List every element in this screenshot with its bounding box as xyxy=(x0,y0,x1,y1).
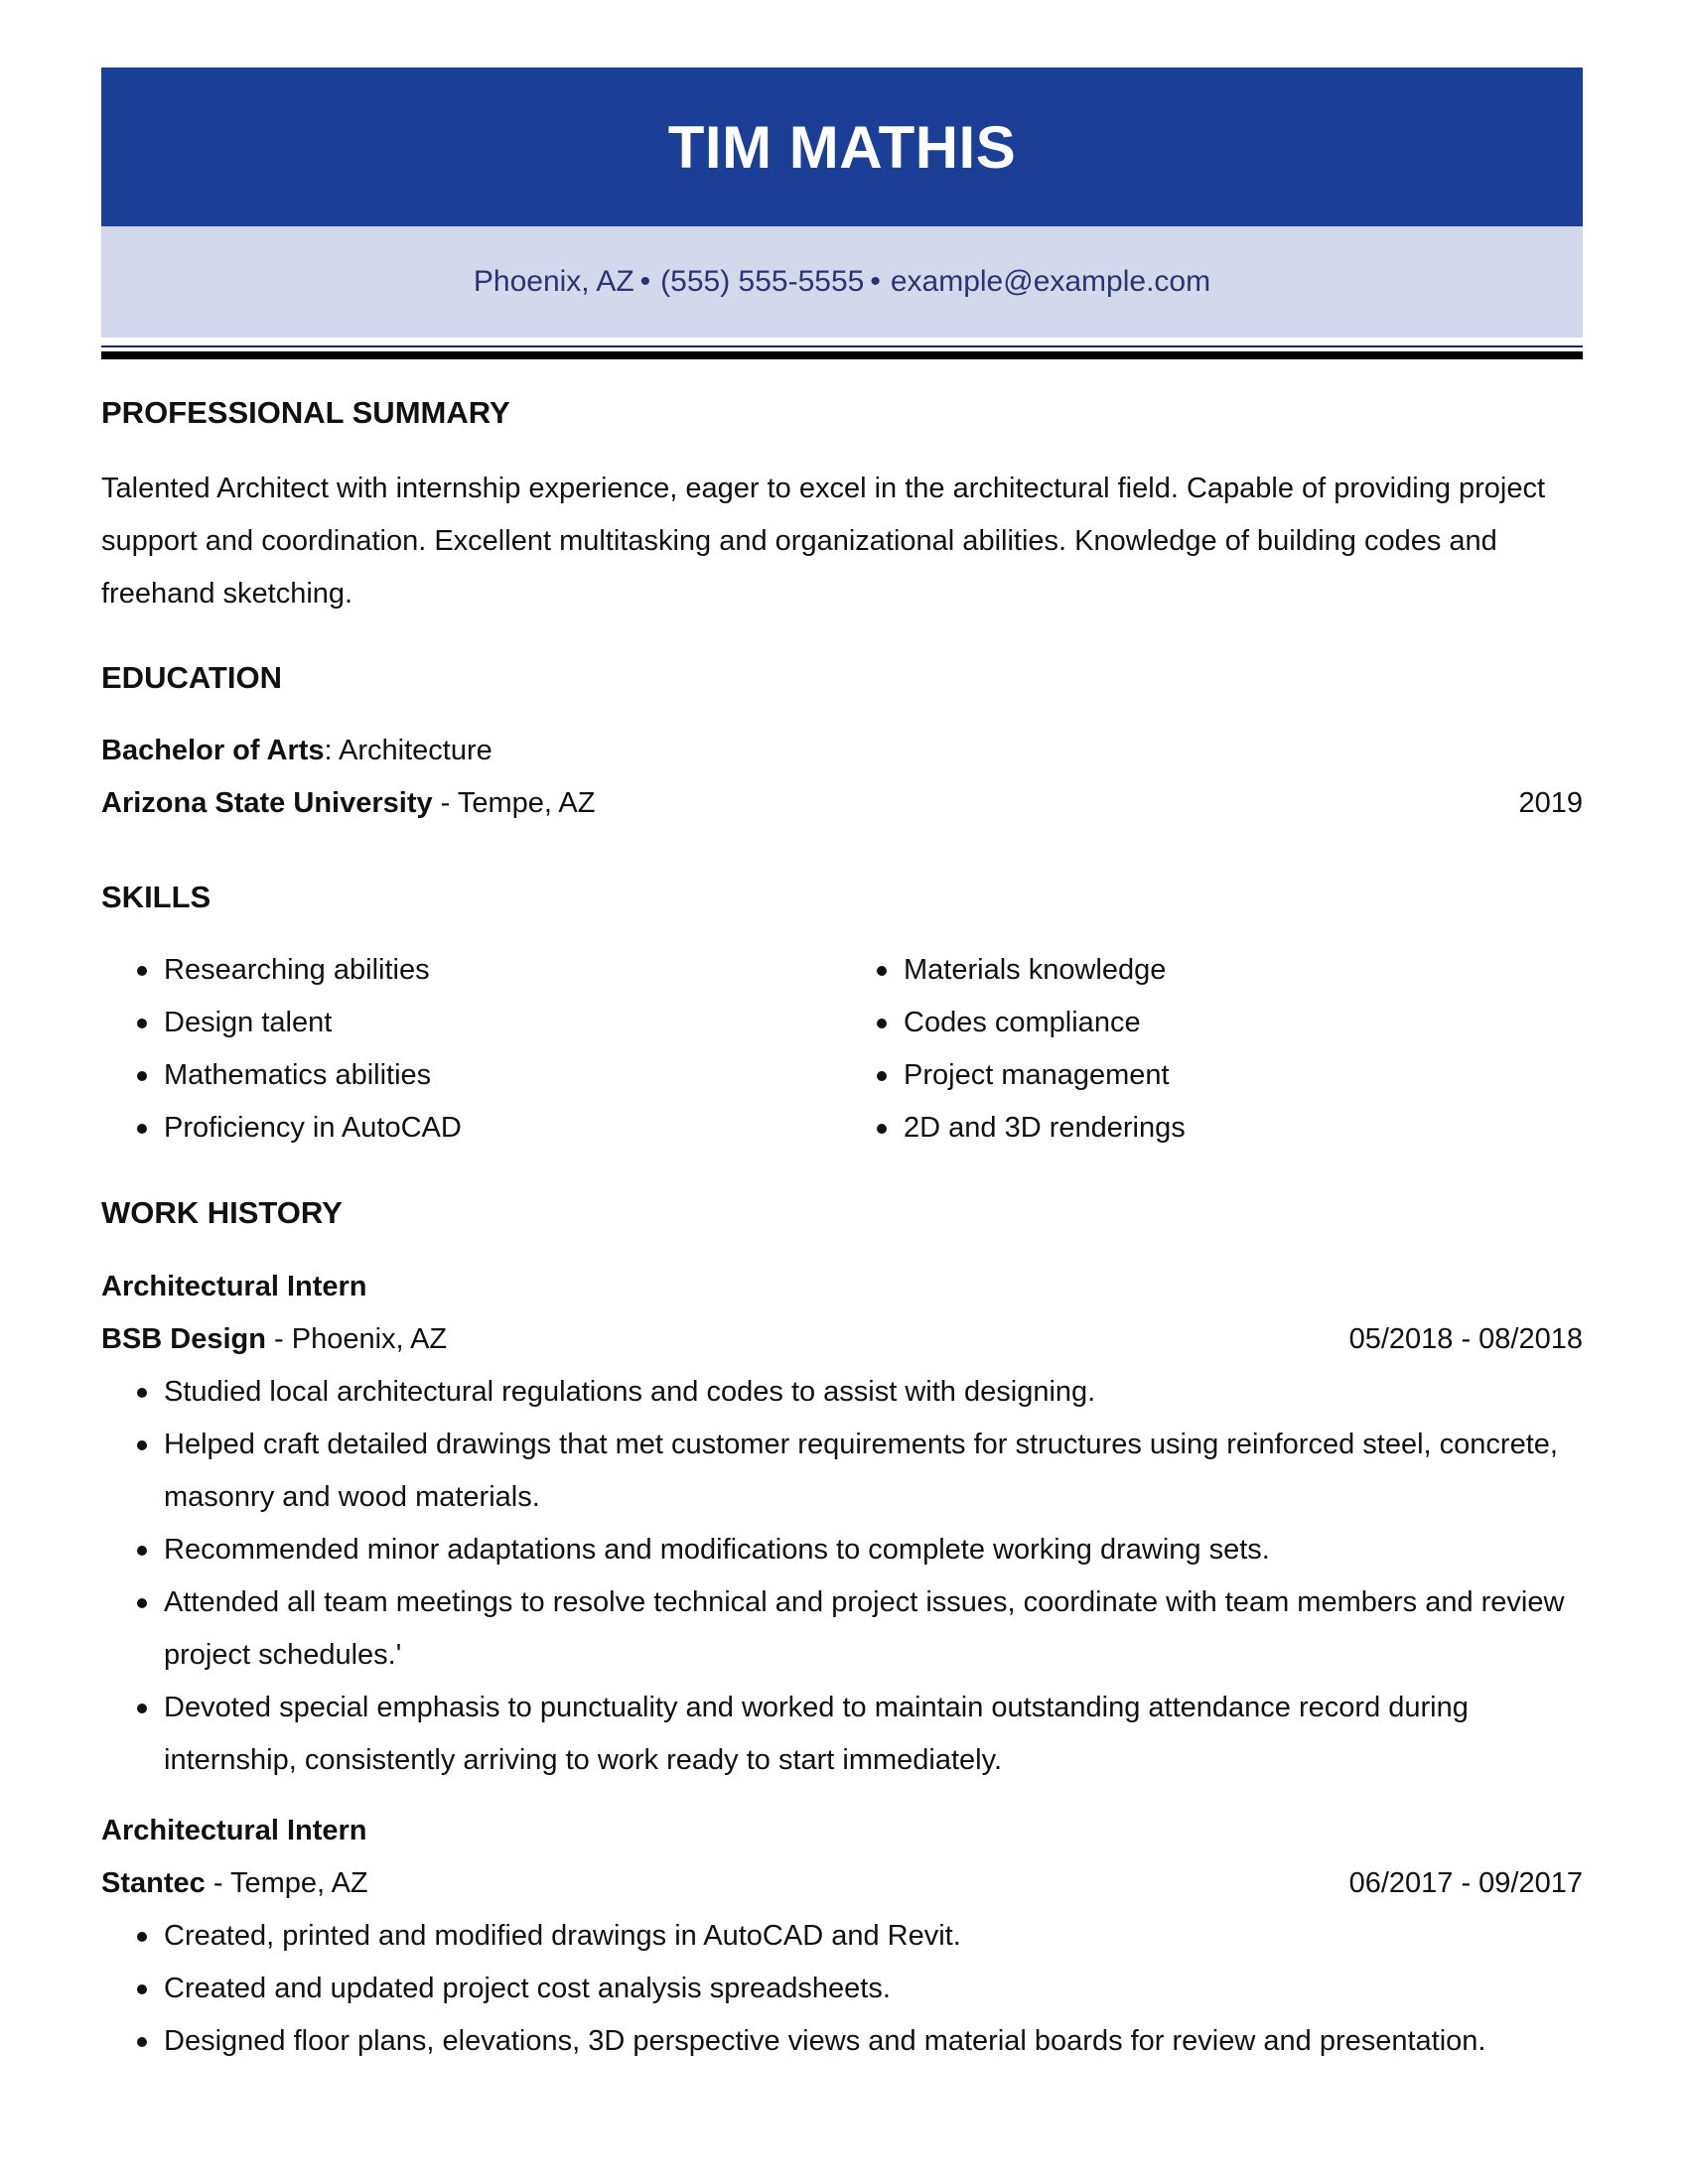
education-field: : Architecture xyxy=(324,735,492,766)
job-bullet: Designed floor plans, elevations, 3D perspective views and material boards for review and presentation. xyxy=(101,2015,1583,2068)
education-school-location: - Tempe, AZ xyxy=(432,787,596,819)
job-bullets xyxy=(101,1910,1583,2068)
skill-item: Codes compliance xyxy=(841,997,1576,1049)
job-bullet: Helped craft detailed drawings that met customer requirements for structures using reinforced steel, concrete, masonry and wood materials. xyxy=(101,1419,1583,1524)
summary-heading: PROFESSIONAL SUMMARY xyxy=(101,395,510,430)
job-bullet: Created, printed and modified drawings in AutoCAD and Revit. xyxy=(101,1910,1583,1963)
skills-list-right xyxy=(841,944,1576,1155)
job-title xyxy=(101,1261,1583,1313)
job-company: BSB Design xyxy=(101,1323,266,1355)
skill-item: Researching abilities xyxy=(101,944,796,997)
contact-location: Phoenix, AZ xyxy=(473,265,634,298)
job-company-row xyxy=(101,1857,1583,1910)
contact-separator: • xyxy=(639,265,651,298)
candidate-name: TIM MATHIS xyxy=(667,113,1017,181)
education-school: Arizona State University xyxy=(101,787,433,819)
contact-email: example@example.com xyxy=(890,265,1211,298)
education-degree: Bachelor of Arts xyxy=(101,735,325,766)
skill-item: Project management xyxy=(841,1049,1576,1102)
resume-page xyxy=(101,68,1583,2057)
header-divider-thick xyxy=(101,351,1583,359)
job-role: Architectural Intern xyxy=(101,1271,367,1302)
job-bullet: Devoted special emphasis to punctuality and worked to maintain outstanding attendance record during internship, consistently arriving to work ready to start immediately. xyxy=(101,1682,1583,1787)
job-bullet: Created and updated project cost analysis spreadsheets. xyxy=(101,1963,1583,2015)
skills-list-left xyxy=(101,944,796,1155)
skill-item: 2D and 3D renderings xyxy=(841,1102,1576,1155)
education-degree-row xyxy=(101,725,1583,777)
education-heading: EDUCATION xyxy=(101,660,282,695)
job-bullet: Attended all team meetings to resolve technical and project issues, coordinate with team members and review project schedules.' xyxy=(101,1576,1583,1682)
job-title xyxy=(101,1805,1583,1857)
skills-heading: SKILLS xyxy=(101,880,211,914)
job-bullet: Recommended minor adaptations and modifications to complete working drawing sets. xyxy=(101,1524,1583,1576)
job-bullet: Studied local architectural regulations and codes to assist with designing. xyxy=(101,1366,1583,1419)
skill-item: Mathematics abilities xyxy=(101,1049,796,1102)
contact-bar xyxy=(101,226,1583,338)
job-company-row xyxy=(101,1313,1583,1366)
name-banner xyxy=(101,68,1583,226)
work-heading: WORK HISTORY xyxy=(101,1195,343,1230)
job-location: - Tempe, AZ xyxy=(205,1867,368,1899)
job-bullets xyxy=(101,1366,1583,1787)
job-dates: 06/2017 - 09/2017 xyxy=(1348,1867,1583,1899)
job-location: - Phoenix, AZ xyxy=(265,1323,448,1355)
job-role: Architectural Intern xyxy=(101,1815,367,1846)
job-dates: 05/2018 - 08/2018 xyxy=(1348,1323,1583,1355)
education-school-row xyxy=(101,777,1583,830)
skill-item: Proficiency in AutoCAD xyxy=(101,1102,796,1155)
skill-item: Materials knowledge xyxy=(841,944,1576,997)
summary-text: Talented Architect with internship experience, eager to excel in the architectural field. Capable of providing project support and coordination. Excellent multitasking and organizational abilities. Knowledge of building codes and freehand sketching. xyxy=(101,473,1546,610)
skill-item: Design talent xyxy=(101,997,796,1049)
education-year: 2019 xyxy=(1518,787,1583,819)
header-divider-thin xyxy=(101,345,1583,347)
job-company: Stantec xyxy=(101,1867,206,1899)
contact-phone: (555) 555-5555 xyxy=(660,265,865,298)
contact-separator: • xyxy=(870,265,881,298)
